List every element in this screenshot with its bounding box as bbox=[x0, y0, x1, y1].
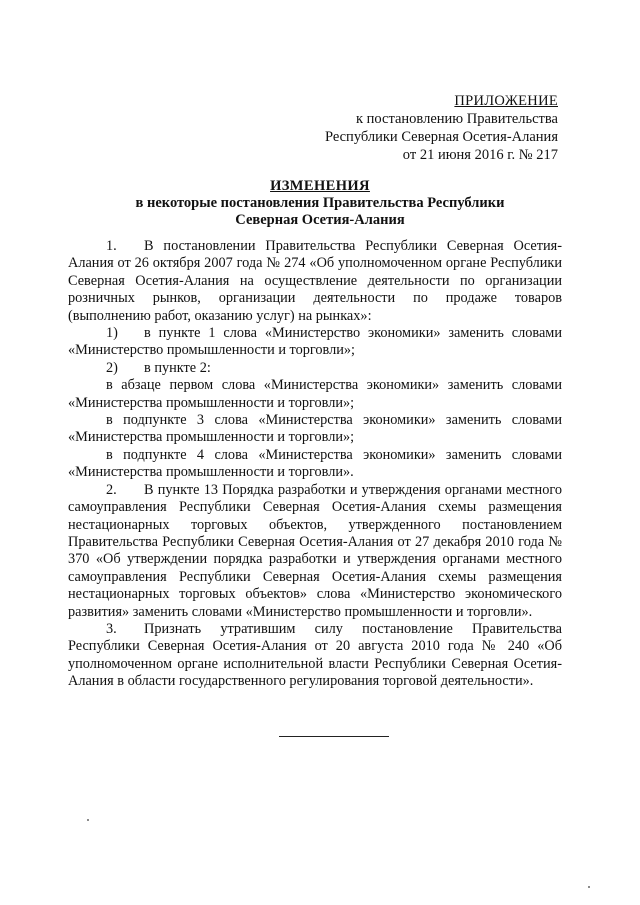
subitem-1-2-a: в абзаце первом слова «Министерства экономики» заменить словами «Министерства промышленности и торговли»; bbox=[68, 377, 562, 411]
appendix-heading: ПРИЛОЖЕНИЕ bbox=[454, 93, 558, 109]
scan-speck bbox=[588, 886, 590, 888]
subitem-1-2 bbox=[68, 360, 562, 377]
subitem-text: в пункте 1 слова «Министерство экономики» заменить словами «Министерство промышленности и торговли»; bbox=[68, 325, 562, 359]
paragraph-text: В постановлении Правительства Республики Северная Осетия-Алания от 26 октября 2007 года № 274 «Об уполномоченном органе Республики Северная Осетия-Алания на осуществление деятельности по организации розничных рынков, организации деятельности по продаже товаров (выполнению работ, оказанию услуг) на рынках»: bbox=[68, 238, 562, 324]
appendix-line-2: Республики Северная Осетия-Алания bbox=[324, 129, 558, 145]
subitem-1-1 bbox=[68, 325, 562, 360]
scan-speck bbox=[87, 819, 89, 821]
paragraph-1 bbox=[68, 238, 562, 325]
paragraph-3 bbox=[68, 621, 562, 691]
document-body bbox=[68, 238, 562, 691]
paragraph-text: Признать утратившим силу постановление Правительства Республики Северная Осетия-Алания от 20 августа 2010 года № 240 «Об уполномоченном органе исполнительной власти Республики Северная Осетия-Алания в области государственного регулирования торговой деятельности». bbox=[68, 620, 562, 690]
paragraph-number: 1. bbox=[106, 238, 117, 254]
subitem-1-2-c: в подпункте 4 слова «Министерства экономики» заменить словами «Министерства промышленности и торговли». bbox=[68, 446, 562, 481]
subitem-text: в пункте 2: bbox=[144, 359, 211, 376]
paragraph-text: В пункте 13 Порядка разработки и утверждения органами местного самоуправления Республики Северная Осетия-Алания схемы размещения нестационарных торговых объектов, утвержденного постановлением Правительства Республики Северная Осетия-Алания от 27 декабря 2010 года № 370 «Об утверждении порядка разработки и утверждения органами местного самоуправления Республики Северная Осетия-Алания схемы размещения нестационарных торговых объектов» слова «Министерство экономического развития» заменить словами «Министерство промышленности и торговли». bbox=[68, 481, 562, 620]
subitem-1-2-b: в подпункте 3 слова «Министерства экономики» заменить словами «Министерства промышленности и торговли»; bbox=[68, 412, 562, 446]
subitem-number: 1) bbox=[106, 325, 118, 342]
title-subtitle-2: Северная Осетия-Алания bbox=[235, 212, 405, 228]
appendix-line-1: к постановлению Правительства bbox=[356, 111, 558, 127]
appendix-line-3: от 21 июня 2016 г. № 217 bbox=[402, 147, 558, 163]
document-title bbox=[70, 178, 570, 229]
subitem-number: 2) bbox=[106, 359, 118, 376]
paragraph-number: 3. bbox=[106, 620, 117, 637]
paragraph-2 bbox=[68, 482, 562, 621]
appendix-header bbox=[325, 92, 558, 164]
title-main: ИЗМЕНЕНИЯ bbox=[270, 178, 370, 194]
closing-separator-line bbox=[279, 736, 389, 737]
title-subtitle-1: в некоторые постановления Правительства Республики bbox=[135, 195, 505, 211]
paragraph-number: 2. bbox=[106, 481, 117, 498]
